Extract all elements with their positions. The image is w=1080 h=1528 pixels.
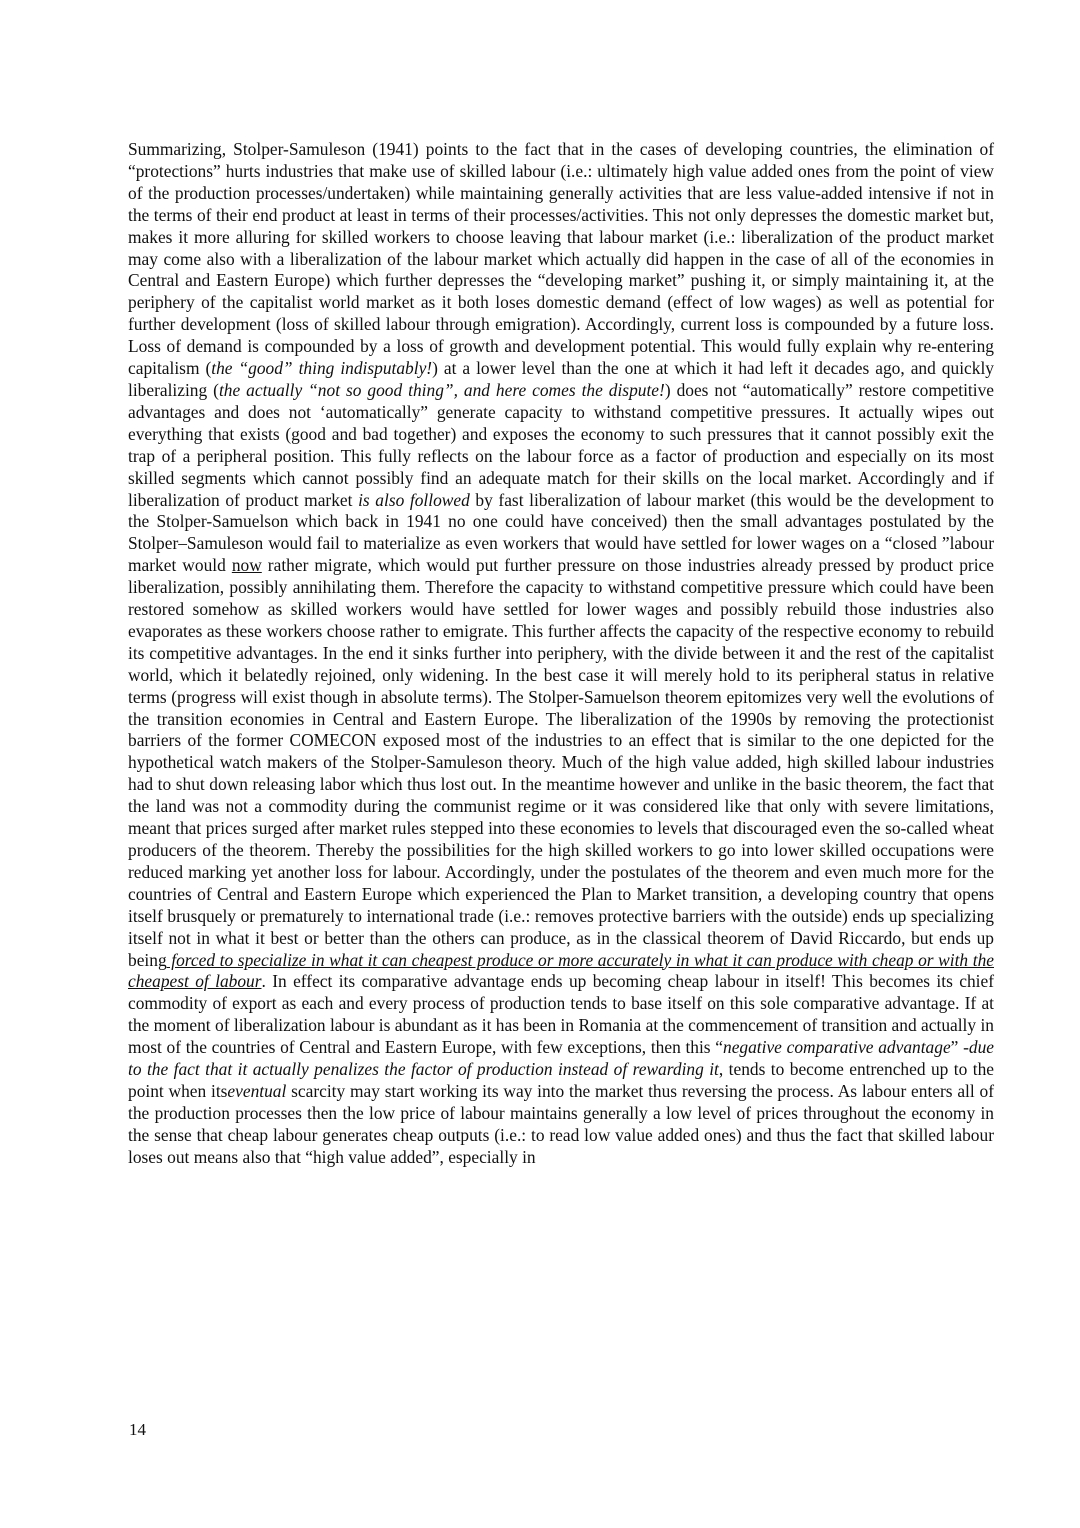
text-run: , tends to become entrenched up to the point when its: [128, 1059, 994, 1101]
text-run: by fast liberalization of labour market (this would be the development to the Stolper-Samuelson which back in 1941 no one could have conceived) then the small advantages postulated by the Stolper–Samuleson would fail to materialize as even workers that would have settled for lower wages on a “closed ”labour market would: [128, 489, 994, 576]
italic-run: due to the fact that it actually penalizes the factor of production instead of rewarding it: [128, 1037, 995, 1080]
text-run: ) at a lower level than the one at which it had left it decades ago, and quickly liberalizing (: [128, 358, 994, 400]
text-run: ) does not “automatically” restore competitive advantages and does not ‘automatically” generate capacity to withstand competitive pressures. It actually wipes out everything that exists (good and bad together) and exposes the economy to such pressures that it cannot possibly exit the trap of a peripheral position. This fully reflects on the labour force as a factor of production and especially on its most skilled segments which cannot possibly find an adequate match for their skills on the local market. Accordingly and if liberalization of product market: [128, 379, 994, 510]
italic-run: the actually “not so good thing”, and here comes the dispute!: [218, 379, 665, 400]
text-run: . In effect its comparative advantage ends up becoming cheap labour in itself! This becomes its chief commodity of export as each and every process of production tends to base itself on this sole comparative advantage. If at the moment of liberalization labour is abundant as it has been in Romania at the commencement of transition and actually in most of the countries of Central and Eastern Europe, with few exceptions, then this “: [128, 971, 994, 1058]
text-run: ” -: [950, 1037, 969, 1058]
italic-run: the “good” thing indisputably!: [211, 358, 433, 379]
text-run: Summarizing, Stolper-Samuleson (1941) points to the fact that in the cases of developing countries, the elimination of “protections” hurts industries that make use of skilled labour (i.e.: ultimately high value added ones from the point of view of the production processes/undertaken) while maintaining generally activities that are less value-added intensive if not in the terms of their end product at least in terms of their processes/activities. This not only depresses the domestic market but, makes it more alluring for skilled workers to choose leaving that labour market (i.e.: liberalization of the product market may come also with a liberalization of the labour market which actually did happen in the case of all of the economies in Central and Eastern Europe) which further depresses the “developing market” pushing it, or simply maintaining it, at the periphery of the capitalist world market as it both loses domestic demand (effect of low wages) as well as potential for further development (loss of skilled labour through emigration). Accordingly, current loss is compounded by a future loss. Loss of demand is compounded by a loss of growth and development potential. This would fully explain why re-entering capitalism (: [128, 139, 994, 379]
italic-run: is also followed: [358, 489, 470, 510]
underlined-italic-run: forced to specialize in what it can cheapest produce or more accurately in what it can produce with cheap or with the cheapest of labour: [128, 949, 994, 992]
italic-run: eventual: [227, 1080, 287, 1101]
text-run: rather migrate, which would put further pressure on those industries already pressed by product price liberalization, possibly annihilating them. Therefore the capacity to withstand competitive pressure which could have been restored somehow as skilled workers would have settled for lower wages and possibly rebuild those industries also evaporates as these workers choose rather to emigrate. This further affects the capacity of the respective economy to rebuild its competitive advantages. In the end it sinks further into periphery, with the divide between it and the rest of the capitalist world, which it belatedly rejoined, only widening. In the best case it will merely hold to its peripheral status in relative terms (progress will exist though in absolute terms). The Stolper-Samuelson theorem epitomizes very well the evolutions of the transition economies in Central and Eastern Europe. The liberalization of the 1990s by removing the protectionist barriers of the former COMECON exposed most of the industries to an effect that is similar to the one depicted for the hypothetical watch makers of the Stolper-Samuleson theory. Much of the high value added, high skilled labour industries had to shut down releasing labor which thus lost out. In the meantime however and unlike in the basic theorem, the fact that the land was not a commodity during the communist regime or it was considered like that only with severe limitations, meant that prices surged after market rules stepped into these economies to levels that discouraged even the so-called wheat producers of the theorem. Thereby the possibilities for the high skilled workers to go into lower skilled occupations were reduced marking yet another loss for labour. Accordingly, under the postulates of the theorem and even much more for the countries of Central and Eastern Europe which experienced the Plan to Market transition, a developing country that opens itself brusquely or prematurely to international trade (i.e.: removes protective barriers with the outside) ends up specializing itself not in what it best or better than the others can produce, as in the classical theorem of David Riccardo, but ends up being: [128, 555, 994, 970]
text-run: scarcity may start working its way into the market thus reversing the process. As labour enters all of the production processes then the low price of labour maintains generally a low level of prices throughout the economy in the sense that cheap labour generates cheap outputs (i.e.: to read low value added ones) and thus the fact that skilled labour loses out means also that “high value added”, especially in: [128, 1080, 994, 1167]
italic-run: negative comparative advantage: [723, 1037, 951, 1058]
underlined-run: now: [231, 555, 262, 576]
page-number: 14: [129, 1420, 146, 1439]
body-paragraph: [128, 139, 994, 1169]
